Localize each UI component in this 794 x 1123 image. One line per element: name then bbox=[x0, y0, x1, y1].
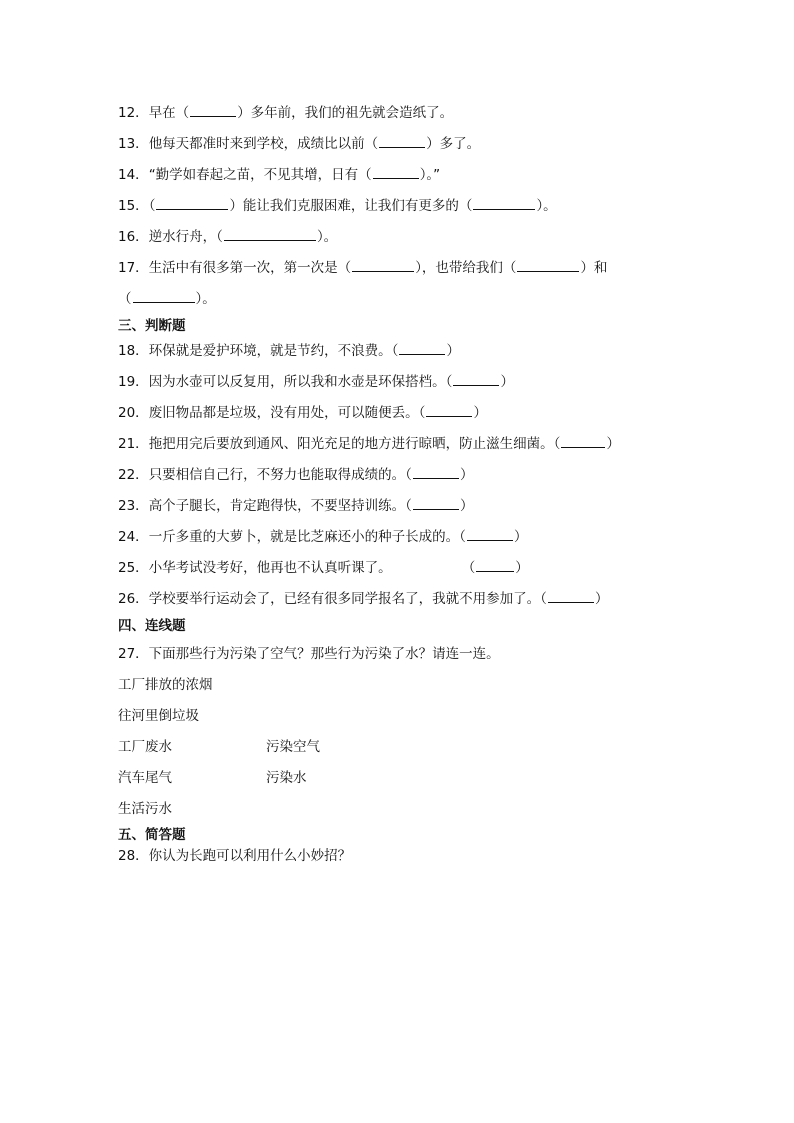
answer-blank[interactable] bbox=[467, 528, 513, 541]
question-21: 21．拖把用完后要放到通风、阳光充足的地方进行晾晒，防止滋生细菌。（ ） bbox=[118, 436, 620, 452]
question-20: 20．废旧物品都是垃圾，没有用处，可以随便丢。（ ） bbox=[118, 405, 487, 421]
question-15: 15．（ ）能让我们克服困难，让我们有更多的（ ）。 bbox=[118, 198, 557, 214]
answer-blank[interactable] bbox=[379, 135, 425, 148]
question-number: 23． bbox=[118, 498, 149, 514]
match-left-item[interactable]: 往河里倒垃圾 bbox=[118, 708, 199, 724]
question-number: 19． bbox=[118, 374, 149, 390]
question-22: 22．只要相信自己行，不努力也能取得成绩的。（ ） bbox=[118, 467, 474, 483]
question-number: 12． bbox=[118, 105, 149, 121]
question-14: 14．“勤学如春起之苗，不见其增，日有（ ）。” bbox=[118, 167, 441, 183]
answer-blank[interactable] bbox=[413, 466, 459, 479]
question-23: 23．高个子腿长，肯定跑得快，不要坚持训练。（ ） bbox=[118, 498, 474, 514]
question-26: 26．学校要举行运动会了，已经有很多同学报名了，我就不用参加了。（ ） bbox=[118, 591, 609, 607]
answer-blank[interactable] bbox=[413, 497, 459, 510]
question-12: 12．早在（ ）多年前，我们的祖先就会造纸了。 bbox=[118, 105, 454, 121]
answer-blank[interactable] bbox=[517, 259, 579, 272]
question-27: 27．下面那些行为污染了空气？那些行为污染了水？请连一连。 bbox=[118, 646, 500, 662]
answer-blank[interactable] bbox=[548, 590, 594, 603]
question-number: 20． bbox=[118, 405, 149, 421]
question-number: 21． bbox=[118, 436, 149, 452]
match-left-item[interactable]: 生活污水 bbox=[118, 801, 172, 817]
answer-blank[interactable] bbox=[453, 373, 499, 386]
question-13: 13．他每天都准时来到学校，成绩比以前（ ）多了。 bbox=[118, 136, 481, 152]
answer-blank[interactable] bbox=[156, 197, 228, 210]
match-left-item[interactable]: 工厂废水 bbox=[118, 739, 172, 755]
question-number: 18． bbox=[118, 343, 149, 359]
answer-blank[interactable] bbox=[352, 259, 414, 272]
question-number: 15． bbox=[118, 198, 149, 214]
answer-blank[interactable] bbox=[473, 197, 535, 210]
answer-blank[interactable] bbox=[399, 342, 445, 355]
question-number: 17． bbox=[118, 260, 149, 276]
question-25: 25．小华考试没考好，他再也不认真听课了。 （ ） bbox=[118, 560, 529, 576]
answer-blank[interactable] bbox=[426, 404, 472, 417]
question-number: 13． bbox=[118, 136, 149, 152]
question-number: 14． bbox=[118, 167, 149, 183]
question-24: 24．一斤多重的大萝卜，就是比芝麻还小的种子长成的。（ ） bbox=[118, 529, 528, 545]
answer-blank[interactable] bbox=[224, 228, 316, 241]
answer-blank[interactable] bbox=[561, 435, 605, 448]
question-number: 16． bbox=[118, 229, 149, 245]
question-number: 26． bbox=[118, 591, 149, 607]
answer-blank[interactable] bbox=[190, 104, 236, 117]
answer-blank[interactable] bbox=[476, 559, 514, 572]
question-19: 19．因为水壶可以反复用，所以我和水壶是环保搭档。（ ） bbox=[118, 374, 514, 390]
question-16: 16．逆水行舟，（ ）。 bbox=[118, 229, 338, 245]
question-28: 28．你认为长跑可以利用什么小妙招？ bbox=[118, 848, 352, 864]
match-left-item[interactable]: 汽车尾气 bbox=[118, 770, 172, 786]
answer-blank[interactable] bbox=[373, 166, 419, 179]
question-number: 25． bbox=[118, 560, 149, 576]
section-heading-short: 五、简答题 bbox=[118, 827, 186, 843]
section-heading-judge: 三、判断题 bbox=[118, 318, 186, 334]
question-17-continued: （ ）。 bbox=[118, 291, 216, 307]
question-18: 18．环保就是爱护环境，就是节约，不浪费。（ ） bbox=[118, 343, 460, 359]
section-heading-match: 四、连线题 bbox=[118, 618, 186, 634]
question-17: 17．生活中有很多第一次，第一次是（ ），也带给我们（ ）和 bbox=[118, 260, 608, 276]
answer-blank[interactable] bbox=[133, 290, 195, 303]
question-number: 24． bbox=[118, 529, 149, 545]
match-left-item[interactable]: 工厂排放的浓烟 bbox=[118, 677, 213, 693]
match-right-item[interactable]: 污染空气 bbox=[266, 739, 320, 755]
match-right-item[interactable]: 污染水 bbox=[266, 770, 307, 786]
question-number: 22． bbox=[118, 467, 149, 483]
